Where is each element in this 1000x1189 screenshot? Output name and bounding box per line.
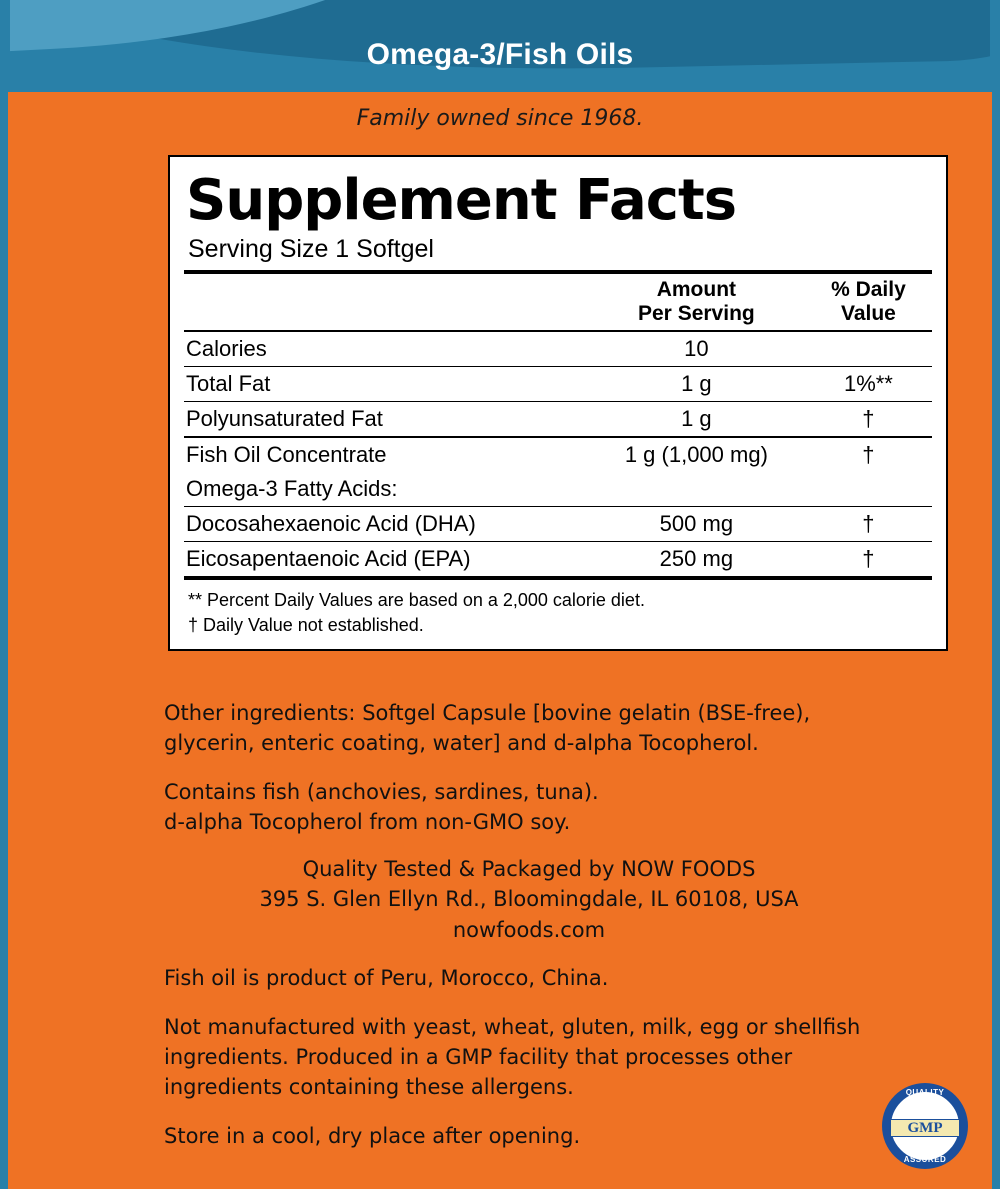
row-label: Omega-3 Fatty Acids: xyxy=(186,476,398,502)
row-label: Polyunsaturated Fat xyxy=(184,402,588,438)
seal-bottom-text: ASSURED xyxy=(903,1155,947,1164)
column-header-amount xyxy=(588,272,805,331)
supplement-facts-title: Supplement Facts xyxy=(186,168,737,233)
table-row xyxy=(184,542,932,579)
seal-top-text: QUALITY xyxy=(905,1088,945,1097)
row-amount: 1 g xyxy=(588,402,805,438)
other-ingredients: Other ingredients: Softgel Capsule [bovine gelatin (BSE-free), glycerin, enteric coating, water] and d-alpha Tocopherol. xyxy=(164,701,811,756)
row-dv: † xyxy=(805,542,932,579)
border-rail-right xyxy=(992,92,1000,1189)
column-header-dv-line2: Value xyxy=(840,302,896,326)
seal-center-text: GMP xyxy=(907,1120,943,1136)
row-dv xyxy=(805,331,932,367)
row-amount: 1 g (1,000 mg) xyxy=(588,437,805,472)
border-rail-left xyxy=(0,92,8,1189)
table-row xyxy=(184,331,932,367)
table-row xyxy=(184,472,932,507)
row-label: Calories xyxy=(184,331,588,367)
row-amount xyxy=(588,472,805,507)
company-address: 395 S. Glen Ellyn Rd., Bloomingdale, IL 60108, USA xyxy=(259,887,799,912)
table-row xyxy=(184,402,932,438)
footnote-daily-values: ** Percent Daily Values are based on a 2,000 calorie diet. xyxy=(188,590,645,611)
column-header-amount-line2: Per Serving xyxy=(638,302,755,326)
row-label: Fish Oil Concentrate xyxy=(184,437,588,472)
nutrition-table xyxy=(184,270,932,580)
serving-size: Serving Size 1 Softgel xyxy=(188,235,434,263)
contains-fish-line: Contains fish (anchovies, sardines, tuna). xyxy=(164,779,599,804)
supplement-facts-panel xyxy=(168,155,948,651)
row-dv: † xyxy=(805,507,932,542)
gmp-quality-assured-seal-icon xyxy=(882,1083,968,1169)
footnote-dagger: † Daily Value not established. xyxy=(188,614,424,635)
body-copy xyxy=(164,698,894,1169)
tocopherol-source-line: d-alpha Tocopherol from non-GMO soy. xyxy=(164,810,571,835)
table-row xyxy=(184,367,932,402)
row-dv: 1%** xyxy=(805,367,932,402)
row-dv: † xyxy=(805,402,932,438)
row-dv xyxy=(805,472,932,507)
quality-tested-line: Quality Tested & Packaged by NOW FOODS xyxy=(302,856,756,881)
storage-statement: Store in a cool, dry place after opening. xyxy=(164,1123,581,1148)
row-amount: 250 mg xyxy=(588,542,805,579)
page-title: Omega-3/Fish Oils xyxy=(366,38,634,71)
contains-statement xyxy=(164,777,894,838)
column-header-dv-line1: % Daily xyxy=(831,278,906,301)
row-label: Total Fat xyxy=(184,367,588,402)
row-dv: † xyxy=(805,437,932,472)
row-amount: 10 xyxy=(588,331,805,367)
manufacturer-block xyxy=(164,854,894,945)
table-row xyxy=(184,437,932,472)
table-row xyxy=(184,507,932,542)
allergen-statement: Not manufactured with yeast, wheat, gluten, milk, egg or shellfish ingredients. Produced in a GMP facility that processes other ingredients containing these allergens. xyxy=(164,1014,861,1100)
footnotes xyxy=(184,580,932,639)
row-label: Docosahexaenoic Acid (DHA) xyxy=(184,507,588,542)
column-header-dv xyxy=(805,272,932,331)
origin-statement: Fish oil is product of Peru, Morocco, China. xyxy=(164,966,609,991)
row-amount: 500 mg xyxy=(588,507,805,542)
company-website: nowfoods.com xyxy=(452,917,606,942)
column-header-name xyxy=(184,272,588,331)
column-header-amount-line1: Amount xyxy=(656,278,737,301)
tagline: Family owned since 1968. xyxy=(356,106,644,131)
row-label: Eicosapentaenoic Acid (EPA) xyxy=(184,542,588,579)
row-amount: 1 g xyxy=(588,367,805,402)
table-header-row xyxy=(184,272,932,331)
